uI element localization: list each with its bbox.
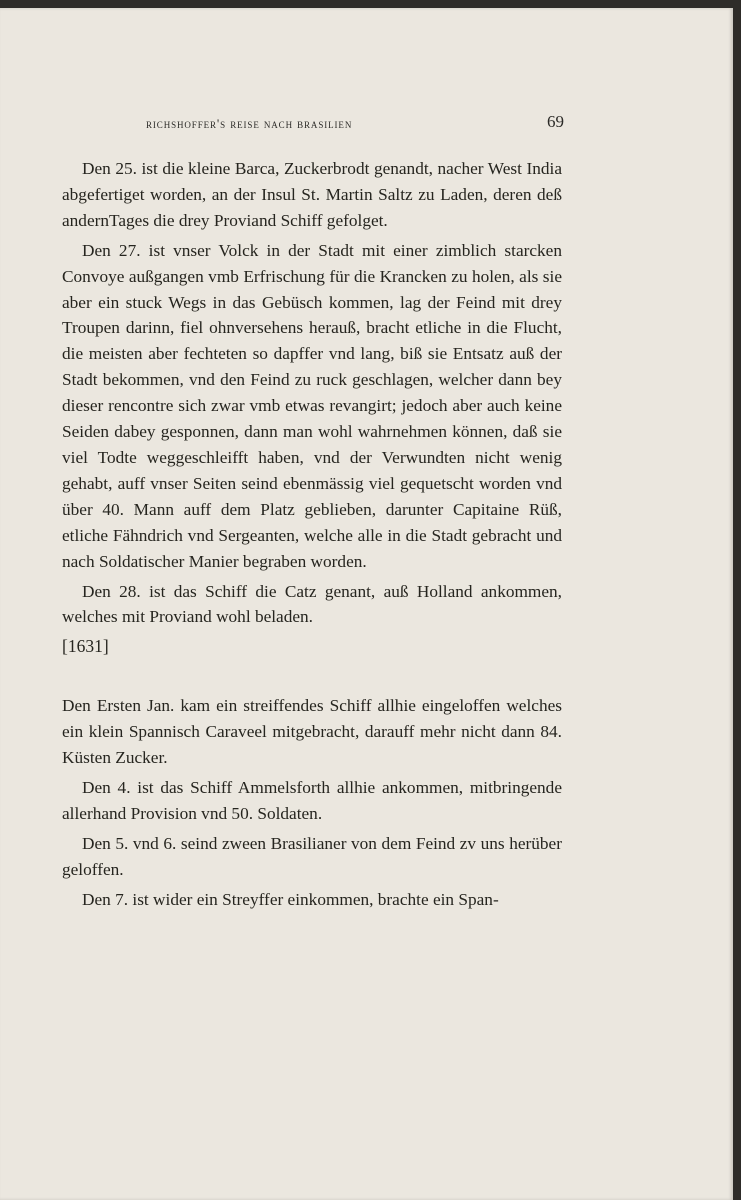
paragraph: Den 7. ist wider ein Streyffer einkommen, brachte ein Span- bbox=[82, 889, 499, 909]
scan-right-edge bbox=[733, 0, 741, 1200]
paragraph: Den Ersten Jan. kam ein streiffendes Schiff allhie eingeloffen welches ein klein Spannisch Caraveel mitgebracht, darauff mehr nicht dann 84. Küsten Zucker. bbox=[62, 696, 562, 768]
running-header bbox=[146, 112, 566, 136]
page-number: 69 bbox=[547, 112, 564, 131]
running-title: richshoffer's reise nach brasilien bbox=[146, 116, 353, 131]
scan-top-edge bbox=[0, 0, 741, 8]
paragraph: Den 4. ist das Schiff Ammelsforth allhie ankommen, mitbringende allerhand Provision vnd 50. Soldaten. bbox=[62, 777, 562, 823]
book-page bbox=[0, 8, 733, 1200]
paragraph: Den 28. ist das Schiff die Catz genant, auß Holland ankommen, welches mit Proviand wohl beladen. bbox=[62, 581, 562, 627]
paragraph: Den 25. ist die kleine Barca, Zuckerbrodt genandt, nacher West India abgefertiget worden, an der Insul St. Martin Saltz zu Laden, deren deß andernTages die drey Proviand Schiff gefolget. bbox=[62, 159, 562, 230]
year-heading: [1631] bbox=[62, 636, 109, 657]
body-text bbox=[62, 156, 562, 912]
paragraph: Den 27. ist vnser Volck in der Stadt mit einer zimblich starcken Convoye außgangen vmb Erfrischung für die Krancken zu holen, als sie aber ein stuck Wegs in das Gebüsch kommen, lag der Feind mit drey Troupen darinn, fiel ohnversehens herauß, bracht etliche in die Flucht, die meisten aber fechteten so dapffer vnd lang, biß sie Entsatz auß der Stadt bekommen, vnd den Feind zu ruck geschlagen, welcher dann bey dieser rencontre sich zwar vmb etwas revangirt; jedoch aber auch keine Seiden dabey gesponnen, dann man wohl wahrnehmen können, daß sie viel Todte weggeschleifft haben, vnd der Verwundten nicht wenig gehabt, auff vnser Seiten seind ebenmässig viel gequetscht worden vnd über 40. Mann auff dem Platz geblieben, darunter Capitaine Rüß, etliche Fähndrich vnd Sergeanten, welche alle in die Stadt gebracht und nach Soldatischer Manier begraben worden. bbox=[62, 240, 562, 571]
paragraph: Den 5. vnd 6. seind zween Brasilianer von dem Feind zv uns herüber geloffen. bbox=[62, 833, 562, 879]
